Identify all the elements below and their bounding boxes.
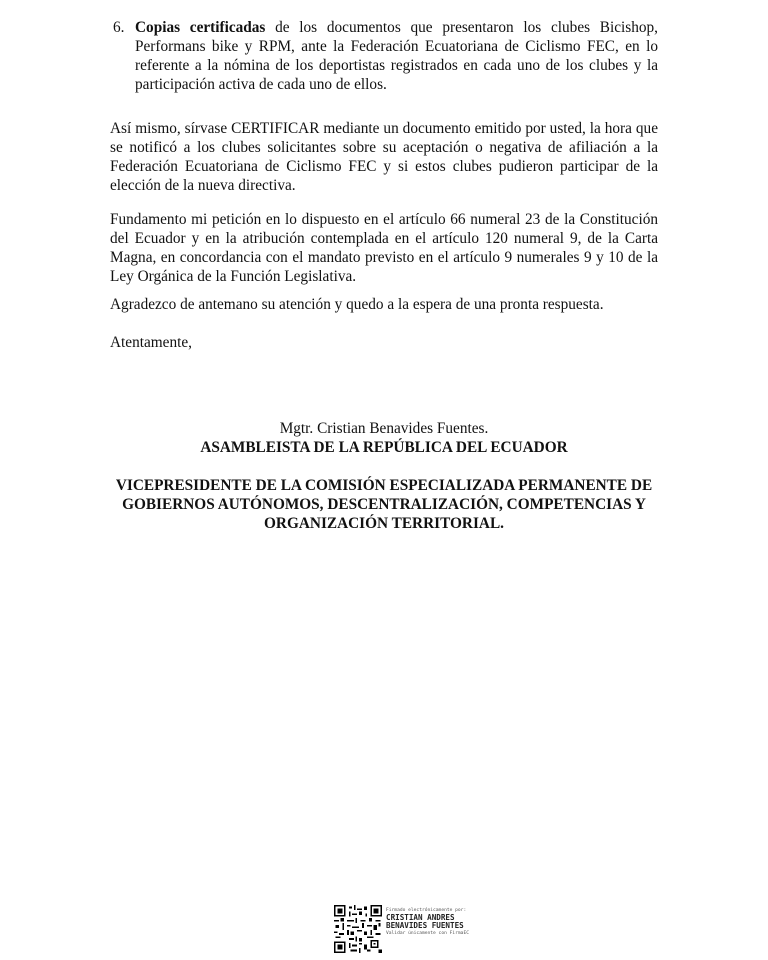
- paragraph-fundamento: Fundamento mi petición en lo dispuesto en el artículo 66 numeral 23 de la Constitución del Ecuador y en la atribución contemplada en el artículo 120 numeral 9, de la Carta Magna, en concordancia con el mandato previsto en el artículo 9 numerales 9 y 10 de la Ley Orgánica de la Función Legislativa.: [110, 211, 658, 285]
- item-bold-lead: Copias certificadas: [135, 19, 266, 36]
- esign-name-line2: BENAVIDES FUENTES: [386, 921, 464, 931]
- signer-title: ASAMBLEISTA DE LA REPÚBLICA DEL ECUADOR: [200, 439, 568, 456]
- signer-name: Mgtr. Cristian Benavides Fuentes.: [279, 420, 489, 437]
- item-number: 6.: [113, 19, 125, 36]
- esign-footer: Validar únicamente con FirmaEC: [386, 930, 469, 936]
- paragraph-agradecimiento: Agradezco de antemano su atención y quedo a la espera de una pronta respuesta.: [110, 296, 604, 313]
- esign-name-line1: CRISTIAN ANDRES: [386, 913, 455, 922]
- signer-role: VICEPRESIDENTE DE LA COMISIÓN ESPECIALIZADA PERMANENTE DE GOBIERNOS AUTÓNOMOS, DESCENTRALIZACIÓN, COMPETENCIAS Y ORGANIZACIÓN TERRITORIAL.: [115, 477, 653, 532]
- paragraph-certificar: Así mismo, sírvase CERTIFICAR mediante un documento emitido por usted, la hora que se notificó a los clubes solicitantes sobre su aceptación o negativa de afiliación a la Federación Ecuatoriana de Ciclismo FEC y si estos clubes pudieron participar de la elección de la nueva directiva.: [110, 120, 658, 194]
- esign-header: Firmado electrónicamente por:: [386, 908, 467, 913]
- electronic-signature: [334, 905, 484, 955]
- esign-text: [386, 908, 469, 937]
- list-item-6: [113, 18, 659, 94]
- qr-code-icon: [334, 905, 382, 953]
- closing-text: Atentamente,: [110, 334, 192, 351]
- item-text: de los documentos que presentaron los clubes Bicishop, Performans bike y RPM, ante la Federación Ecuatoriana de Ciclismo FEC, en lo referente a la nómina de los deportistas registrados en cada uno de los clubes y la participación activa de cada uno de ellos.: [135, 19, 659, 93]
